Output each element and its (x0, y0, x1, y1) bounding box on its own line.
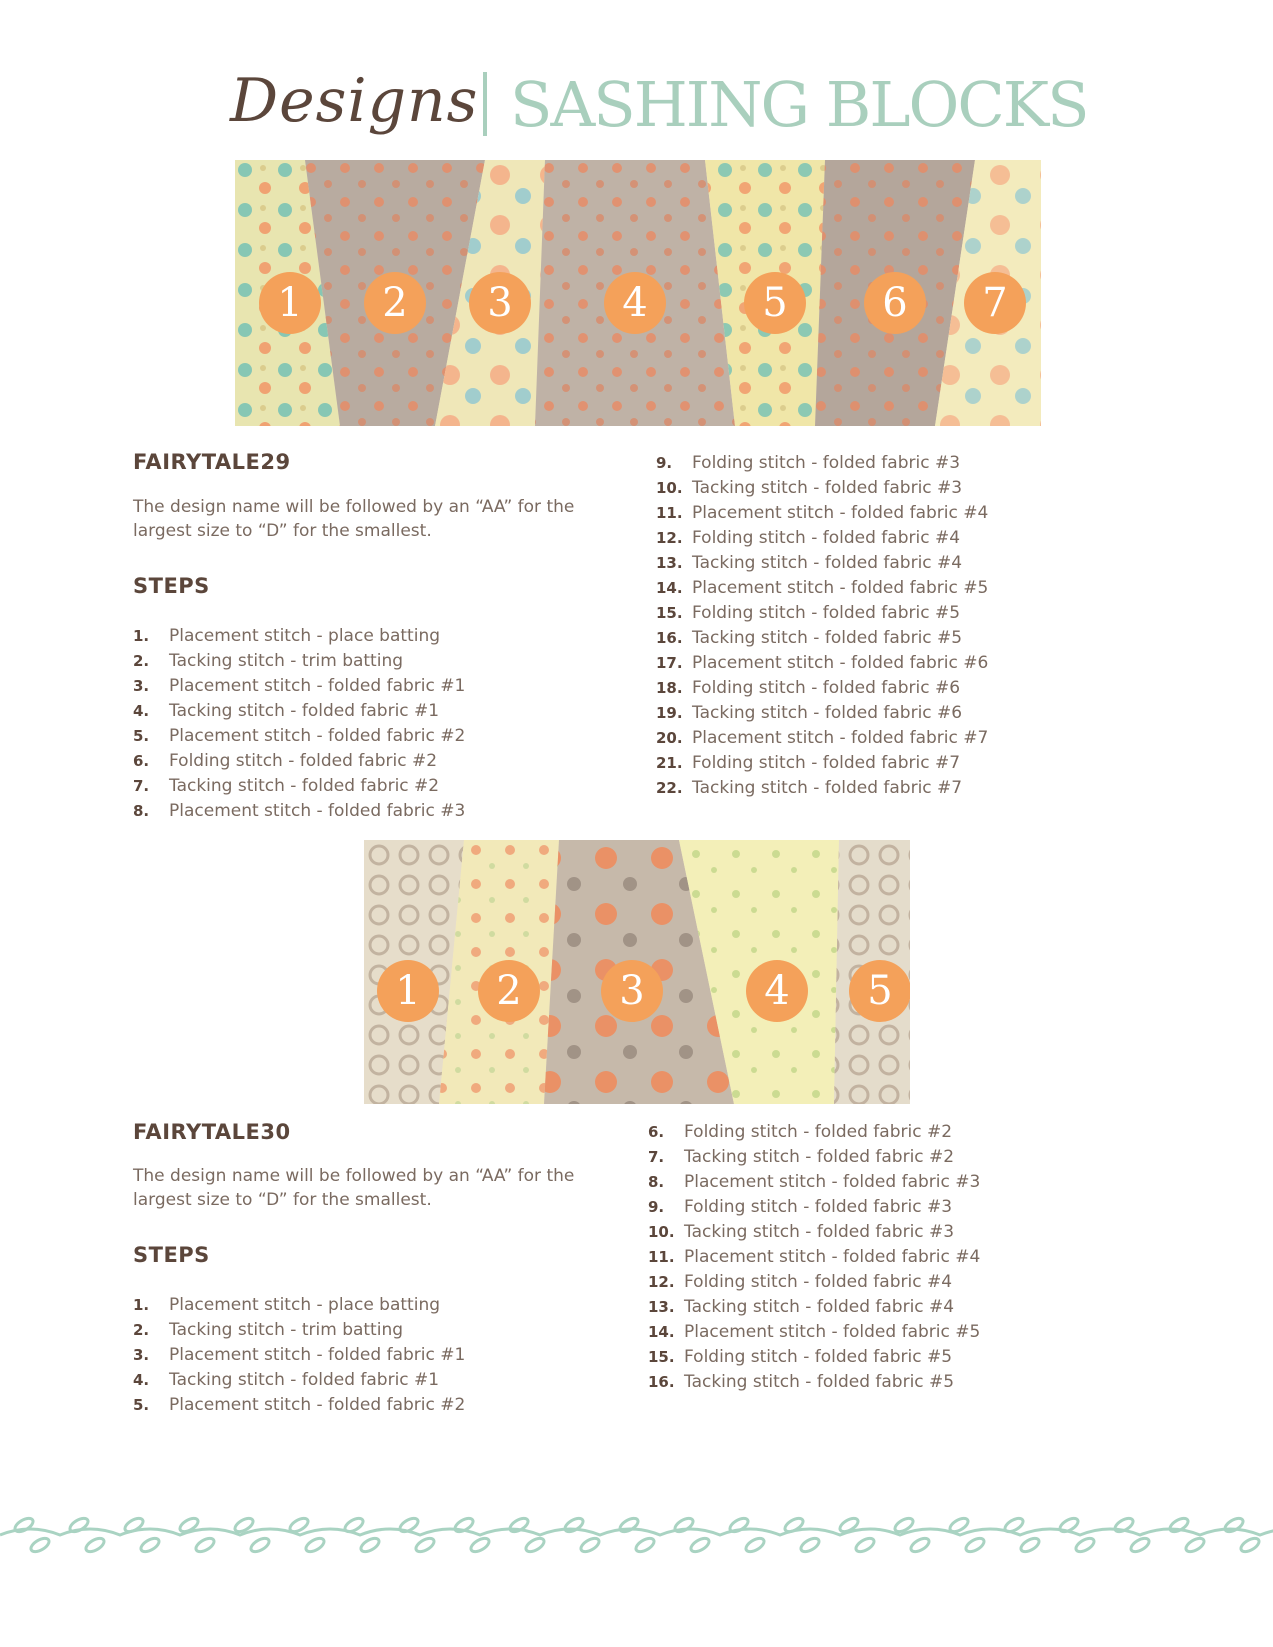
step-number: 1. (133, 627, 150, 645)
step-number: 8. (133, 802, 150, 820)
fabric-number-badge: 2 (478, 960, 540, 1022)
step-item (656, 651, 988, 676)
steps-heading-fairytale29: STEPS (133, 574, 210, 598)
step-number: 14. (656, 579, 683, 597)
step-text: Tacking stitch - folded fabric #1 (169, 701, 440, 721)
step-item (133, 1393, 465, 1418)
step-number: 14. (648, 1323, 675, 1341)
step-number: 2. (133, 652, 150, 670)
step-item (133, 724, 465, 749)
step-number: 22. (656, 779, 683, 797)
step-text: Tacking stitch - folded fabric #1 (169, 1370, 440, 1390)
steps-list-fairytale30-col1 (133, 1293, 465, 1418)
step-text: Placement stitch - folded fabric #5 (692, 578, 989, 598)
step-text: Folding stitch - folded fabric #2 (169, 751, 438, 771)
step-number: 1. (133, 1296, 150, 1314)
block-title-fairytale29: FAIRYTALE29 (133, 450, 291, 474)
block-title-fairytale30: FAIRYTALE30 (133, 1120, 291, 1144)
fabric-number-badge: 1 (377, 960, 439, 1022)
step-number: 15. (656, 604, 683, 622)
steps-list-fairytale30-col2 (648, 1120, 980, 1395)
step-number: 18. (656, 679, 683, 697)
step-text: Placement stitch - folded fabric #5 (684, 1322, 981, 1342)
block-description-fairytale30: The design name will be followed by an “AA” for the largest size to “D” for the smallest. (133, 1166, 575, 1210)
step-item (656, 601, 988, 626)
step-number: 7. (648, 1148, 665, 1166)
header-script-word: Designs (230, 66, 479, 136)
step-item (656, 451, 988, 476)
step-item (648, 1245, 980, 1270)
step-item (133, 774, 465, 799)
step-text: Placement stitch - folded fabric #7 (692, 728, 989, 748)
step-number: 2. (133, 1321, 150, 1339)
step-text: Tacking stitch - folded fabric #4 (684, 1297, 955, 1317)
step-text: Placement stitch - folded fabric #3 (169, 801, 466, 821)
step-text: Placement stitch - folded fabric #6 (692, 653, 989, 673)
step-number: 4. (133, 702, 150, 720)
steps-list-fairytale29-col2 (656, 451, 988, 801)
step-number: 6. (133, 752, 150, 770)
step-item (656, 701, 988, 726)
block-description-fairytale29: The design name will be followed by an “AA” for the largest size to “D” for the smallest. (133, 497, 575, 541)
step-number: 7. (133, 777, 150, 795)
fabric-number-badge: 7 (964, 272, 1026, 334)
fabric-banner-fairytale30 (364, 840, 910, 1104)
step-text: Tacking stitch - folded fabric #6 (692, 703, 963, 723)
step-text: Tacking stitch - folded fabric #5 (684, 1372, 955, 1392)
step-number: 20. (656, 729, 683, 747)
step-number: 4. (133, 1371, 150, 1389)
step-text: Folding stitch - folded fabric #5 (684, 1347, 953, 1367)
step-text: Tacking stitch - folded fabric #2 (169, 776, 440, 796)
step-number: 21. (656, 754, 683, 772)
step-text: Tacking stitch - folded fabric #2 (684, 1147, 955, 1167)
step-number: 5. (133, 727, 150, 745)
step-text: Placement stitch - folded fabric #1 (169, 676, 466, 696)
fabric-number-badge: 6 (864, 272, 926, 334)
step-item (648, 1320, 980, 1345)
step-text: Tacking stitch - trim batting (169, 651, 404, 671)
step-item (133, 624, 465, 649)
step-item (648, 1170, 980, 1195)
step-number: 8. (648, 1173, 665, 1191)
fabric-number-badge: 2 (364, 272, 426, 334)
step-number: 9. (648, 1198, 665, 1216)
step-item (656, 751, 988, 776)
step-item (656, 776, 988, 801)
step-number: 19. (656, 704, 683, 722)
step-number: 13. (648, 1298, 675, 1316)
step-text: Placement stitch - folded fabric #2 (169, 726, 466, 746)
step-item (656, 676, 988, 701)
step-text: Folding stitch - folded fabric #7 (692, 753, 961, 773)
step-item (648, 1220, 980, 1245)
step-item (133, 1293, 465, 1318)
fabric-number-badge: 4 (604, 272, 666, 334)
fabric-number-badge: 3 (601, 960, 663, 1022)
step-item (656, 576, 988, 601)
step-number: 3. (133, 1346, 150, 1364)
step-number: 16. (648, 1373, 675, 1391)
step-number: 12. (656, 529, 683, 547)
step-item (648, 1295, 980, 1320)
step-number: 5. (133, 1396, 150, 1414)
step-item (648, 1195, 980, 1220)
step-item (656, 551, 988, 576)
step-item (133, 699, 465, 724)
step-text: Placement stitch - place batting (169, 1295, 441, 1315)
step-number: 10. (648, 1223, 675, 1241)
step-item (656, 476, 988, 501)
step-text: Folding stitch - folded fabric #6 (692, 678, 961, 698)
step-item (133, 1318, 465, 1343)
step-item (656, 526, 988, 551)
step-text: Folding stitch - folded fabric #3 (692, 453, 961, 473)
step-number: 9. (656, 454, 673, 472)
fabric-number-badge: 5 (744, 272, 806, 334)
step-text: Placement stitch - folded fabric #3 (684, 1172, 981, 1192)
fabric-number-badge: 4 (746, 960, 808, 1022)
step-text: Placement stitch - folded fabric #1 (169, 1345, 466, 1365)
step-number: 3. (133, 677, 150, 695)
step-item (656, 501, 988, 526)
step-number: 10. (656, 479, 683, 497)
step-text: Tacking stitch - folded fabric #3 (684, 1222, 955, 1242)
step-number: 16. (656, 629, 683, 647)
step-number: 6. (648, 1123, 665, 1141)
step-number: 11. (656, 504, 683, 522)
fabric-number-badge: 1 (259, 272, 321, 334)
step-number: 11. (648, 1248, 675, 1266)
step-item (656, 626, 988, 651)
step-item (133, 799, 465, 824)
vine-border-icon (0, 1505, 1273, 1565)
step-text: Tacking stitch - folded fabric #3 (692, 478, 963, 498)
step-text: Folding stitch - folded fabric #4 (684, 1272, 953, 1292)
step-text: Tacking stitch - trim batting (169, 1320, 404, 1340)
step-text: Folding stitch - folded fabric #3 (684, 1197, 953, 1217)
fabric-number-badge: 3 (469, 272, 531, 334)
step-item (656, 726, 988, 751)
step-item (133, 1343, 465, 1368)
step-text: Folding stitch - folded fabric #4 (692, 528, 961, 548)
step-number: 12. (648, 1273, 675, 1291)
fabric-number-badge: 5 (849, 960, 910, 1022)
steps-list-fairytale29-col1 (133, 624, 465, 824)
step-number: 17. (656, 654, 683, 672)
step-text: Placement stitch - folded fabric #4 (692, 503, 989, 523)
header-divider (483, 72, 487, 136)
step-text: Folding stitch - folded fabric #5 (692, 603, 961, 623)
steps-heading-fairytale30: STEPS (133, 1243, 210, 1267)
step-text: Tacking stitch - folded fabric #4 (692, 553, 963, 573)
step-text: Placement stitch - folded fabric #4 (684, 1247, 981, 1267)
footer-vine-decoration (0, 1505, 1273, 1565)
step-item (648, 1120, 980, 1145)
page-header (230, 62, 1088, 152)
step-item (133, 649, 465, 674)
step-text: Placement stitch - folded fabric #2 (169, 1395, 466, 1415)
step-item (648, 1370, 980, 1395)
step-number: 13. (656, 554, 683, 572)
step-text: Placement stitch - place batting (169, 626, 441, 646)
step-text: Tacking stitch - folded fabric #7 (692, 778, 963, 798)
step-item (648, 1345, 980, 1370)
step-number: 15. (648, 1348, 675, 1366)
step-text: Tacking stitch - folded fabric #5 (692, 628, 963, 648)
step-text: Folding stitch - folded fabric #2 (684, 1122, 953, 1142)
step-item (133, 749, 465, 774)
step-item (133, 674, 465, 699)
step-item (648, 1270, 980, 1295)
step-item (648, 1145, 980, 1170)
fabric-banner-fairytale29 (235, 160, 1041, 426)
step-item (133, 1368, 465, 1393)
page-title: SASHING BLOCKS (510, 68, 1088, 141)
